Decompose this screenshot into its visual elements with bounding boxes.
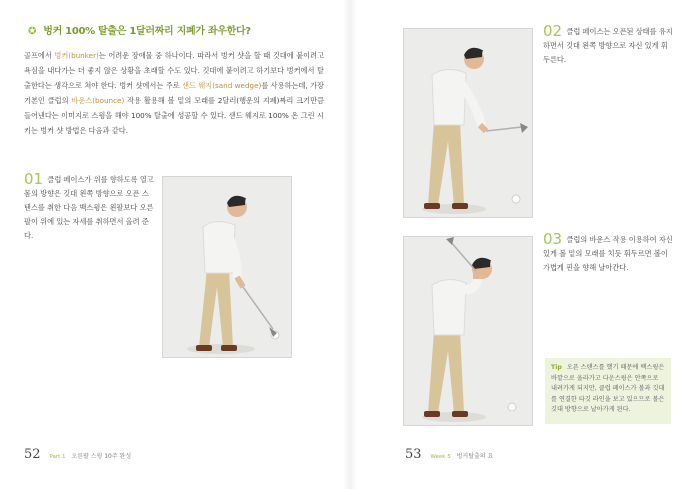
step-2 xyxy=(543,24,673,67)
step-1-number: 01 xyxy=(24,170,44,188)
step-3 xyxy=(543,232,673,275)
intro-term: 벙커(bunker) xyxy=(54,51,99,60)
step-1-text: 클럽 페이스가 위를 향하도록 열고 몸의 방향은 깃대 왼쪽 방향으로 오픈 스탠스를 취한 다음 백스윙은 왼팔보다 오른팔이 위에 있는 자세를 취하면서 올려 준다. xyxy=(24,175,154,240)
section-label: 벙커탈출의 요 xyxy=(456,453,494,460)
part-label: Part 1 xyxy=(49,454,66,460)
section-heading xyxy=(28,22,251,37)
intro-text: 골프에서 xyxy=(24,51,55,60)
golfer-photo-takeaway xyxy=(403,28,533,218)
step-2-text: 클럽 페이스는 오픈된 상태를 유지하면서 깃대 왼쪽 방향으로 자신 있게 휘두른다. xyxy=(543,27,673,64)
step-3-text: 클럽의 바운스 작용 이용하여 자신 있게 볼 밑의 모래를 치듯 휘두르면 볼이 가볍게 핀을 향해 날아간다. xyxy=(543,235,673,272)
page-number: 52 xyxy=(24,447,41,462)
intro-paragraph xyxy=(24,48,324,138)
golfer-photo-address xyxy=(162,176,292,358)
page-number: 53 xyxy=(405,447,422,462)
right-footer xyxy=(405,447,493,462)
tip-text: 오픈 스탠스를 했기 때문에 백스윙은 바깥으로 올라가고 다운스윙은 안쪽으로 내려가게 되지만, 클럽 페이스가 볼과 깃대를 연결한 타깃 라인을 보고 있으므로 볼은 깃대 방향으로 날아가게 된다. xyxy=(551,364,665,413)
heading-title: 벙커 100% 탈출은 1달러짜리 지폐가 좌우한다? xyxy=(43,26,251,37)
intro-text: 는 어려운 장애물 중 하나이다. 따라서 벙커 샷을 할 때 깃대에 붙이려고 욕심을 내다가는 더 좋지 않은 상황을 초래할 수도 있다. 깃대에 붙이려고 하기보다 벙커에서 탈출한다는 생각으로 쳐야 한다. 벙커 샷에서는 주로 xyxy=(24,51,325,90)
step-1 xyxy=(24,172,154,243)
intro-text: 를 사용하는데, 가장 기본인 클럽의 xyxy=(24,81,324,105)
section-label: 오른팔 스윙 10주 완성 xyxy=(71,453,132,460)
step-2-number: 02 xyxy=(543,22,563,40)
tip-box xyxy=(545,358,671,424)
step-3-number: 03 xyxy=(543,230,563,248)
intro-term: 바운스(bounce) xyxy=(71,96,125,105)
intro-term: 샌드 웨지(sand wedge) xyxy=(182,81,262,90)
tip-label: Tip xyxy=(551,364,562,371)
intro-text: 작용 활용해 볼 밑의 모래를 2달러(행운의 지폐)짜리 크기만큼 들어낸다는 이미지로 스윙을 해야 100% 탈출에 성공할 수 있다. 샌드 웨지로 100% 온 그린 시키는 벙커 샷 방법은 다음과 같다. xyxy=(24,96,324,135)
part-label: Week 5 xyxy=(430,454,451,460)
lightbulb-icon: ✪ xyxy=(28,26,37,37)
left-footer xyxy=(24,447,131,462)
golfer-photo-backswing xyxy=(403,236,533,426)
